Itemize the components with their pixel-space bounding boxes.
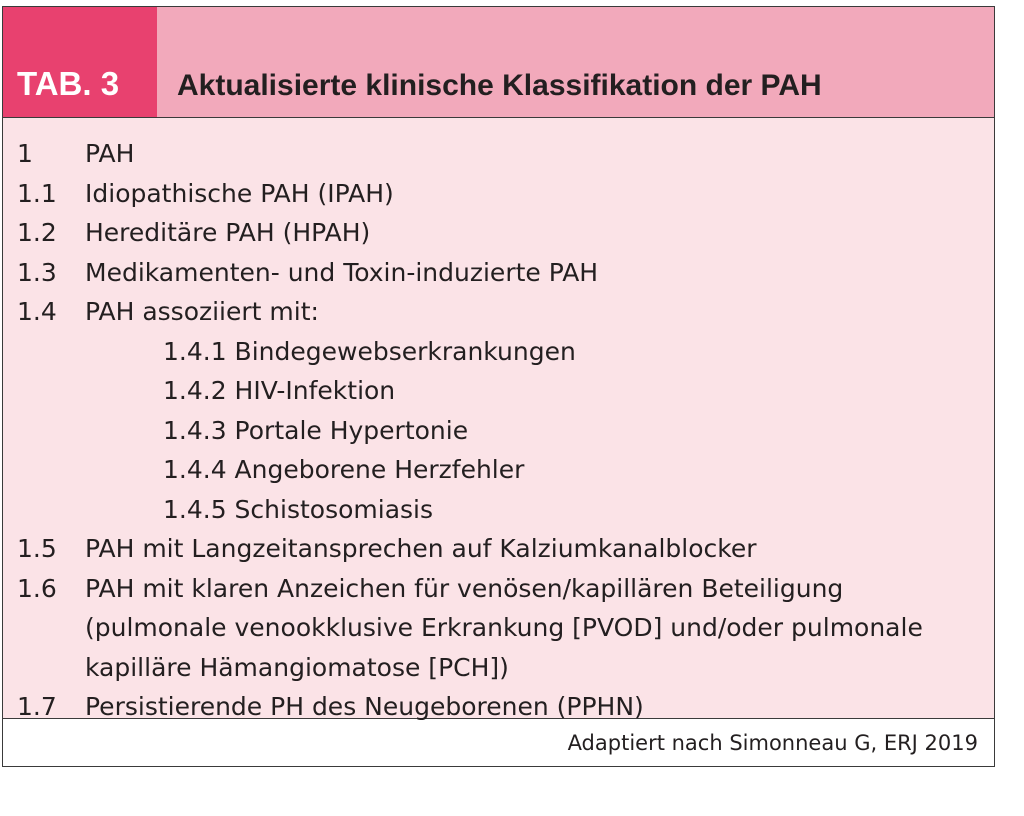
- item-number: 1.2: [17, 218, 57, 247]
- sub-item: 1.4.1 Bindegewebserkrankungen: [163, 336, 576, 366]
- item-number: 1.4: [17, 297, 57, 326]
- list-item: [3, 134, 994, 174]
- table-body: [3, 118, 994, 719]
- table-title: Aktualisierte klinische Klassifikation der PAH: [157, 7, 994, 117]
- item-continuation: kapilläre Hämangiomatose [PCH]): [85, 652, 509, 682]
- item-number: 1.5: [17, 534, 57, 563]
- item-text: PAH mit klaren Anzeichen für venösen/kapillären Beteiligung: [85, 573, 844, 603]
- item-text: PAH assoziiert mit:: [85, 297, 319, 326]
- item-number: 1.3: [17, 257, 57, 287]
- list-item: [3, 253, 994, 293]
- item-number: 1.1: [17, 178, 57, 208]
- list-item: [3, 174, 994, 214]
- list-item: [3, 213, 994, 253]
- item-text: Persistierende PH des Neugeborenen (PPHN): [85, 692, 644, 721]
- item-text: PAH mit Langzeitansprechen auf Kalziumkanalblocker: [85, 534, 757, 563]
- item-number: 1.6: [17, 573, 57, 603]
- source-note: Adaptiert nach Simonneau G, ERJ 2019: [567, 730, 978, 755]
- sub-item: 1.4.4 Angeborene Herzfehler: [163, 455, 525, 484]
- item-number: 1: [17, 139, 33, 168]
- sub-item: 1.4.3 Portale Hypertonie: [163, 415, 469, 445]
- item-text: Medikamenten- und Toxin-induzierte PAH: [85, 257, 599, 287]
- item-text: Idiopathische PAH (IPAH): [85, 178, 394, 208]
- item-text: PAH: [85, 139, 135, 168]
- list-item: [3, 292, 994, 332]
- sub-item: 1.4.5 Schistosomiasis: [163, 494, 434, 524]
- item-text: Hereditäre PAH (HPAH): [85, 218, 371, 247]
- item-number: 1.7: [17, 692, 57, 721]
- list-item: [3, 529, 994, 569]
- list-item: [3, 569, 994, 609]
- sub-item: 1.4.2 HIV-Infektion: [163, 376, 396, 405]
- table-header: [3, 7, 994, 118]
- item-continuation: (pulmonale venookklusive Erkrankung [PVOD] und/oder pulmonale: [85, 613, 923, 642]
- table-number: TAB. 3: [3, 7, 157, 117]
- classification-table: [2, 6, 995, 767]
